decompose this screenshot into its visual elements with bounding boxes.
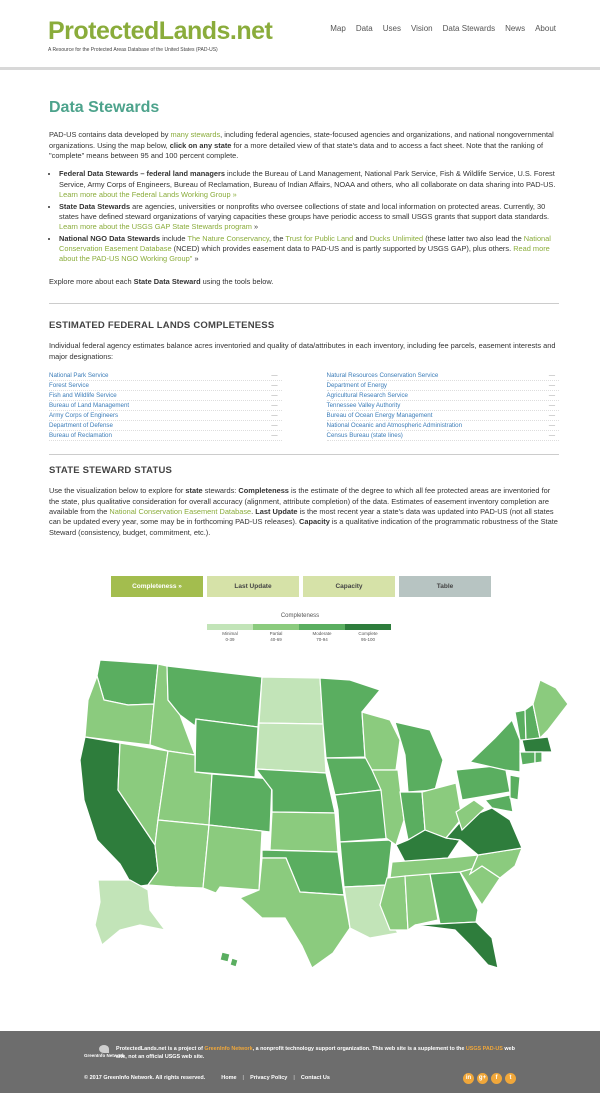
main-nav [330, 23, 556, 34]
tab-last-update[interactable]: Last Update [207, 576, 299, 597]
agency-row [49, 431, 282, 441]
state-wyoming[interactable] [195, 719, 258, 777]
social-links [463, 1073, 516, 1084]
nav-data-stewards[interactable]: Data Stewards [442, 24, 496, 33]
leaf-icon [99, 1045, 109, 1053]
site-header [0, 0, 600, 70]
legend-label: Moderate 70-94 [312, 631, 332, 642]
state-arkansas[interactable] [340, 840, 392, 887]
state-colorado[interactable] [209, 774, 272, 832]
state-rhode-island[interactable] [535, 752, 542, 763]
facebook-icon[interactable]: f [491, 1073, 502, 1084]
agency-link[interactable]: Tennessee Valley Authority [326, 402, 401, 410]
steward-section [49, 464, 559, 538]
agency-completeness: — [271, 412, 278, 420]
agency-link[interactable]: Forest Service [49, 382, 89, 390]
state-michigan[interactable] [395, 722, 443, 792]
state-new-jersey[interactable] [510, 775, 520, 800]
nav-about[interactable]: About [535, 24, 556, 33]
agency-completeness: — [548, 402, 555, 410]
federal-working-group-link[interactable]: Learn more about the Federal Lands Working Group » [59, 190, 237, 200]
tpl-link[interactable]: Trust for Public Land [285, 233, 354, 243]
greeninfo-logo[interactable]: GreenInfo Network [84, 1045, 124, 1059]
agency-row [327, 371, 560, 381]
tnc-link[interactable]: The Nature Conservancy [187, 233, 270, 243]
agency-row [49, 401, 282, 411]
steward-heading: STATE STEWARD STATUS [49, 465, 173, 476]
explore-text: Explore more about each State Data Steward using the tools below. [49, 276, 274, 286]
agency-link[interactable]: Army Corps of Engineers [49, 412, 119, 420]
agency-link[interactable]: Bureau of Reclamation [49, 432, 112, 440]
agency-completeness: — [271, 402, 278, 410]
agency-completeness: — [548, 392, 555, 400]
agency-completeness: — [271, 372, 278, 380]
state-kansas[interactable] [270, 812, 338, 852]
tab-capacity[interactable]: Capacity [303, 576, 395, 597]
google-plus-icon[interactable]: g+ [477, 1073, 488, 1084]
site-tagline: A Resource for the Protected Areas Database of the United States (PAD-US) [48, 47, 218, 53]
agency-link[interactable]: Census Bureau (state lines) [326, 432, 403, 440]
agency-row [327, 401, 560, 411]
agency-row [327, 421, 560, 431]
list-item: • National NGO Data Stewards include The Nature Conservancy, the Trust for Public Land and Ducks Unlimited (these latter two also lead the National Conservation Easement Database (NCED) which provides easement data to PAD-US and is partly supported by USGS GAP), plus others. Read more about the PAD-US NGO Working Group" » [59, 234, 559, 265]
state-connecticut[interactable] [520, 752, 535, 765]
separator: | [293, 1075, 295, 1081]
footer-home-link[interactable]: Home [221, 1075, 237, 1081]
legend-label: Complete 95-100 [358, 631, 378, 642]
agency-row [327, 391, 560, 401]
steward-types-list [49, 169, 559, 264]
agency-link[interactable]: Bureau of Ocean Energy Management [326, 412, 433, 420]
page-title: Data Stewards [49, 99, 160, 116]
tab-table[interactable]: Table [399, 576, 491, 597]
agency-link[interactable]: Natural Resources Conservation Service [326, 372, 439, 380]
agency-link[interactable]: Fish and Wildlife Service [49, 392, 117, 400]
divider [49, 303, 559, 304]
separator: | [242, 1075, 245, 1081]
agency-row [49, 421, 282, 431]
intro-paragraph: PAD-US contains data developed by many stewards, including federal agencies, state-focused agencies and organizations, and national nongovernmental organizations. Using the map below, click on any state for a more detailed view of that state's data and to access a fact sheet. Note that the ranking of "complete" means between 95 and 100 percent complete. [49, 130, 554, 161]
state-hawaii[interactable] [220, 952, 238, 967]
federal-section [49, 319, 559, 441]
state-washington[interactable] [97, 660, 158, 705]
site-logo[interactable]: ProtectedLands.net [48, 17, 273, 45]
legend-title: Completeness [280, 613, 320, 619]
agency-row [49, 381, 282, 391]
view-tabs [111, 576, 491, 597]
nav-uses[interactable]: Uses [382, 24, 401, 33]
agency-row [327, 381, 560, 391]
agency-completeness: — [548, 372, 555, 380]
agency-completeness: — [548, 382, 555, 390]
agency-completeness: — [548, 432, 555, 440]
nav-vision[interactable]: Vision [410, 24, 433, 33]
usgs-padus-link[interactable]: USGS PAD-US [465, 1046, 503, 1052]
site-footer [0, 1031, 600, 1093]
federal-agency-table [49, 371, 559, 441]
federal-right-column [327, 371, 560, 441]
nav-news[interactable]: News [505, 24, 526, 33]
footer-description: ProtectedLands.net is a project of GreenInfo Network, a nonprofit technology support organization. This web site is a supplement to the USGS PAD-US web site, not an official USGS web site. [116, 1046, 515, 1061]
agency-link[interactable]: Bureau of Land Management [49, 402, 130, 410]
federal-description: Individual federal agency estimates balance acres inventoried and quality of data/attributes in each inventory, including fee parcels, easement interests and major designations: [49, 341, 556, 361]
nav-map[interactable]: Map [330, 24, 346, 33]
footer-bottom [84, 1075, 330, 1083]
us-states-map[interactable] [0, 640, 600, 1040]
ngo-working-group-link[interactable]: Read more about the PAD-US NGO Working Group" [59, 243, 550, 264]
state-arizona[interactable] [148, 820, 209, 888]
legend-swatch [207, 624, 253, 630]
agency-completeness: — [548, 412, 555, 420]
steward-description: Use the visualization below to explore for state stewards: Completeness is the estimate of the degree to which all fee protected areas are inventoried for the state, plus qualitative consideration for overall accuracy (alignment, attribute completion) of the data. Estimates of easement inventory completion are available from the National Conservation Easement Database. Last Update is the most recent year a state's data was updated into PAD-US (not all states can be updated every year, some may be in forthcoming PAD-US releases). Capacity is a qualitative indication of the programmatic robustness of the State Steward (consistency, budget, commitment, etc.). [49, 486, 558, 537]
agency-completeness: — [271, 392, 278, 400]
state-pennsylvania[interactable] [456, 765, 510, 800]
many-stewards-link[interactable]: many stewards [170, 130, 221, 140]
agency-completeness: — [271, 422, 278, 430]
nav-data[interactable]: Data [355, 24, 373, 33]
twitter-icon[interactable]: t [505, 1073, 516, 1084]
legend-swatch [345, 624, 391, 630]
list-item: • Federal Data Stewards – federal land managers include the Bureau of Land Management, National Park Service, Fish & Wildlife Service, U.S. Forest Service, Army Corps of Engineers, Bureau of Reclamation, Bureau of Indian Affairs, NOAA and others, who all collaborate on data sharing into PAD-US. Learn more about the Federal Lands Working Group » [59, 169, 559, 200]
agency-row [327, 431, 560, 441]
agency-completeness: — [271, 432, 278, 440]
state-north-dakota[interactable] [259, 677, 323, 724]
agency-link[interactable]: National Park Service [49, 372, 109, 380]
state-south-dakota[interactable] [256, 723, 326, 773]
intro-section [49, 97, 559, 287]
state-alaska[interactable] [95, 880, 165, 945]
ducks-unlimited-link[interactable]: Ducks Unlimited [369, 233, 424, 243]
greeninfo-link[interactable]: GreenInfo Network [204, 1046, 253, 1052]
agency-row [327, 411, 560, 421]
footer-contact-link[interactable]: Contact Us [300, 1075, 330, 1081]
federal-left-column [49, 371, 282, 441]
agency-link[interactable]: Agricultural Research Service [326, 392, 409, 400]
linkedin-icon[interactable]: in [463, 1073, 474, 1084]
state-wisconsin[interactable] [362, 712, 400, 770]
agency-completeness: — [548, 422, 555, 430]
agency-link[interactable]: Department of Defense [49, 422, 113, 430]
state-new-york[interactable] [470, 720, 520, 772]
state-stewards-link[interactable]: Learn more about the USGS GAP State Stewards program [59, 222, 252, 232]
agency-completeness: — [271, 382, 278, 390]
agency-link[interactable]: National Oceanic and Atmospheric Administration [326, 422, 463, 430]
tab-completeness[interactable]: Completeness » [111, 576, 203, 597]
agency-row [49, 411, 282, 421]
state-massachusetts[interactable] [522, 737, 552, 752]
federal-heading: ESTIMATED FEDERAL LANDS COMPLETENESS [49, 320, 275, 331]
agency-row [49, 391, 282, 401]
legend-swatch [299, 624, 345, 630]
nced-link-2[interactable]: National Conservation Easement Database [109, 507, 252, 517]
footer-privacy-link[interactable]: Privacy Policy [250, 1075, 288, 1081]
legend-swatch [253, 624, 299, 630]
copyright: © 2017 GreenInfo Network. All rights reserved. [84, 1075, 206, 1081]
divider [49, 454, 559, 455]
state-florida[interactable] [415, 922, 498, 968]
agency-row [49, 371, 282, 381]
list-item: • State Data Stewards are agencies, universities or nonprofits who oversee collections of state and local information on protected areas. Currently, 30 states have defined steward organizations of varying capacities these groups have periodic access to small USGS grants that support data standards. Learn more about the USGS GAP State Stewards program » [59, 202, 559, 233]
state-maine[interactable] [533, 680, 568, 738]
nced-link[interactable]: National Conservation Easement Database [59, 233, 551, 253]
agency-link[interactable]: Department of Energy [326, 382, 388, 390]
state-new-mexico[interactable] [203, 825, 262, 893]
legend-label: Minimal 0-39 [222, 631, 238, 642]
legend-label: Partial 40-69 [269, 631, 283, 642]
